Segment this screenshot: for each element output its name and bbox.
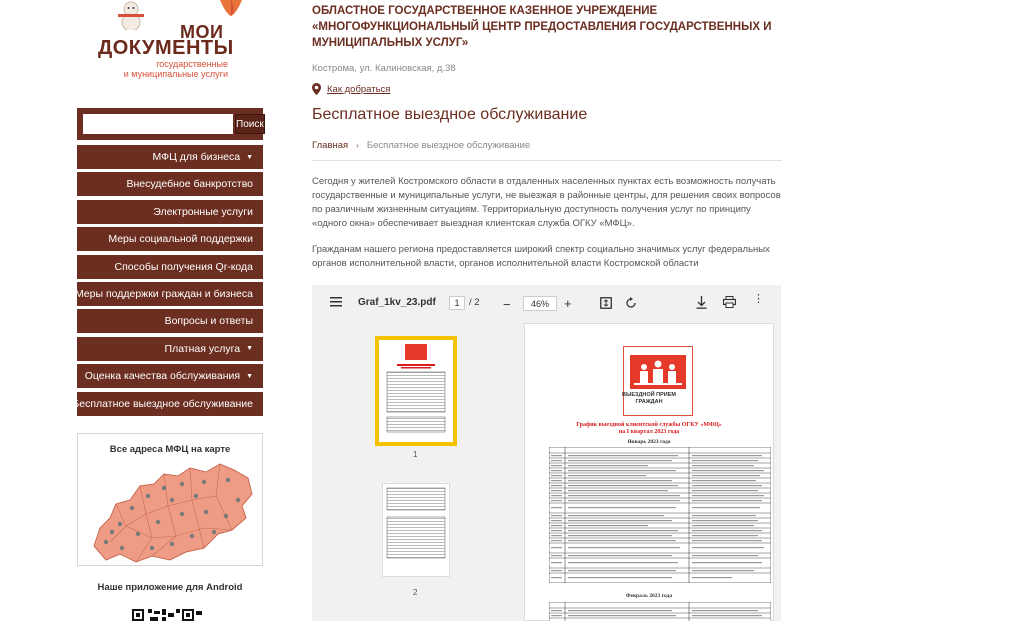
menu-item-label: Способы получения Qr-кода — [114, 260, 253, 273]
more-options-icon[interactable]: ⋮ — [753, 293, 764, 305]
logo-brand-line1: МОИ — [180, 22, 224, 42]
menu-item-e-services[interactable] — [77, 200, 263, 224]
caret-down-icon: ▼ — [246, 372, 253, 380]
thumbnail-label-1: 1 — [413, 450, 418, 459]
organization-address: Кострома, ул. Калиновская, д.38 — [312, 63, 456, 74]
month-heading-january: Январь 2023 года — [627, 439, 671, 445]
snowman-mascot-icon — [112, 0, 150, 30]
rotate-icon[interactable] — [625, 297, 637, 309]
menu-item-label: Меры поддержки граждан и бизнеса — [74, 287, 253, 300]
page-thumbnail-preview-icon — [379, 340, 453, 442]
search-button[interactable]: Поиск — [235, 114, 265, 134]
fit-page-icon[interactable] — [600, 297, 612, 309]
thumbnail-label-2: 2 — [413, 588, 418, 597]
zoom-out-icon[interactable]: − — [503, 297, 511, 312]
menu-item-business[interactable] — [77, 145, 263, 169]
thumbnail-panel — [312, 323, 522, 621]
menu-item-label: Меры социальной поддержки — [108, 233, 253, 246]
android-app-title: Наше приложение для Android — [97, 582, 243, 593]
document-title-line2: на I квартал 2023 года — [618, 429, 680, 435]
logo-caption-line1: ВЫЕЗДНОЙ ПРИЕМ — [622, 392, 676, 398]
menu-item-bankruptcy[interactable] — [77, 172, 263, 196]
menu-item-paid-service[interactable] — [77, 337, 263, 361]
page-thumbnail-2[interactable] — [382, 483, 450, 577]
zoom-in-icon[interactable]: + — [564, 296, 572, 311]
pdf-page — [524, 323, 774, 621]
route-link[interactable] — [312, 83, 390, 95]
breadcrumb-separator-icon: › — [356, 141, 359, 150]
sidebar-menu — [72, 145, 263, 419]
pdf-toolbar — [312, 285, 781, 323]
qr-code-icon[interactable] — [132, 607, 208, 621]
menu-item-label: Платная услуга — [164, 342, 241, 355]
menu-item-faq[interactable] — [77, 309, 263, 333]
region-map-icon — [86, 456, 256, 564]
map-card[interactable] — [77, 433, 263, 566]
logo-caption-line2: ГРАЖДАН — [635, 399, 663, 405]
download-icon[interactable] — [696, 296, 707, 309]
services-paragraph: Гражданам нашего региона предоставляется широкий спектр социально значимых услуг федеральных органов исполнительной власти, органов исполнительной власти Костромской области — [312, 244, 770, 269]
menu-item-free-outreach[interactable] — [72, 392, 263, 416]
menu-item-label: МФЦ для бизнеса — [152, 151, 241, 163]
logo[interactable] — [98, 0, 238, 82]
search-box — [77, 108, 263, 140]
page-thumbnail-1[interactable] — [375, 336, 457, 446]
logo-subtitle-line1: государственные — [156, 59, 228, 69]
menu-item-social-support[interactable] — [77, 227, 263, 251]
page-thumbnail-preview-icon — [383, 484, 449, 576]
zoom-level[interactable]: 46% — [523, 296, 557, 311]
outreach-logo — [623, 346, 693, 416]
breadcrumb — [312, 140, 530, 151]
menu-item-label: Электронные услуги — [153, 205, 253, 218]
schedule-table-january — [549, 447, 771, 583]
caret-down-icon: ▼ — [246, 345, 253, 353]
page-title: Бесплатное выездное обслуживание — [312, 106, 588, 123]
menu-item-label: Бесплатное выездное обслуживание — [72, 397, 253, 410]
map-pin-icon — [312, 83, 321, 95]
logo-brand-line2: ДОКУМЕНТЫ — [98, 37, 234, 59]
menu-item-support-measures[interactable] — [74, 282, 263, 306]
pdf-filename: Graf_1kv_23.pdf — [358, 297, 436, 308]
menu-item-label: Вопросы и ответы — [164, 315, 253, 328]
map-card-title: Все адреса МФЦ на карте — [109, 444, 231, 455]
menu-item-quality-rating[interactable] — [77, 364, 263, 388]
month-heading-february: Февраль 2023 года — [625, 593, 673, 599]
page-total: / 2 — [469, 297, 480, 308]
divider — [312, 160, 782, 161]
menu-item-label: Внесудебное банкротство — [126, 178, 253, 191]
menu-item-label: Оценка качества обслуживания — [84, 370, 241, 383]
page-number-input[interactable]: 1 — [449, 296, 465, 310]
heart-logo-icon — [218, 0, 244, 16]
search-input[interactable] — [83, 114, 233, 134]
route-link-label: Как добраться — [327, 83, 391, 95]
pdf-viewer[interactable] — [312, 285, 781, 621]
schedule-table-february — [549, 602, 771, 621]
logo-subtitle-line2: и муниципальные услуги — [123, 69, 228, 79]
organization-title: ОБЛАСТНОЕ ГОСУДАРСТВЕННОЕ КАЗЕННОЕ УЧРЕЖДЕНИЕ «МНОГОФУНКЦИОНАЛЬНЫЙ ЦЕНТР ПРЕДОСТАВЛЕНИЯ ГОСУДАРСТВЕННЫХ И МУНИЦИПАЛЬНЫХ УСЛУГ» — [312, 5, 772, 49]
breadcrumb-current: Бесплатное выездное обслуживание — [366, 140, 531, 151]
document-title-line1: График выездной клиентской службы ОГКУ «МФЦ» — [576, 422, 722, 428]
caret-down-icon: ▼ — [246, 153, 253, 161]
print-icon[interactable] — [723, 296, 736, 308]
menu-item-qr-code[interactable] — [77, 255, 263, 279]
intro-paragraph: Сегодня у жителей Костромского области в отдаленных населенных пунктах есть возможность получать государственные и муниципальные услуги, не выезжая в районные центры, для решения своих вопросов по различным жизненным ситуациям. Территориальную доступность получения услуг по принципу «одного окна» обеспечивает выездная клиентская служба ОГКУ «МФЦ». — [312, 176, 781, 229]
breadcrumb-home-link[interactable]: Главная — [312, 140, 349, 151]
menu-icon[interactable] — [330, 297, 342, 307]
